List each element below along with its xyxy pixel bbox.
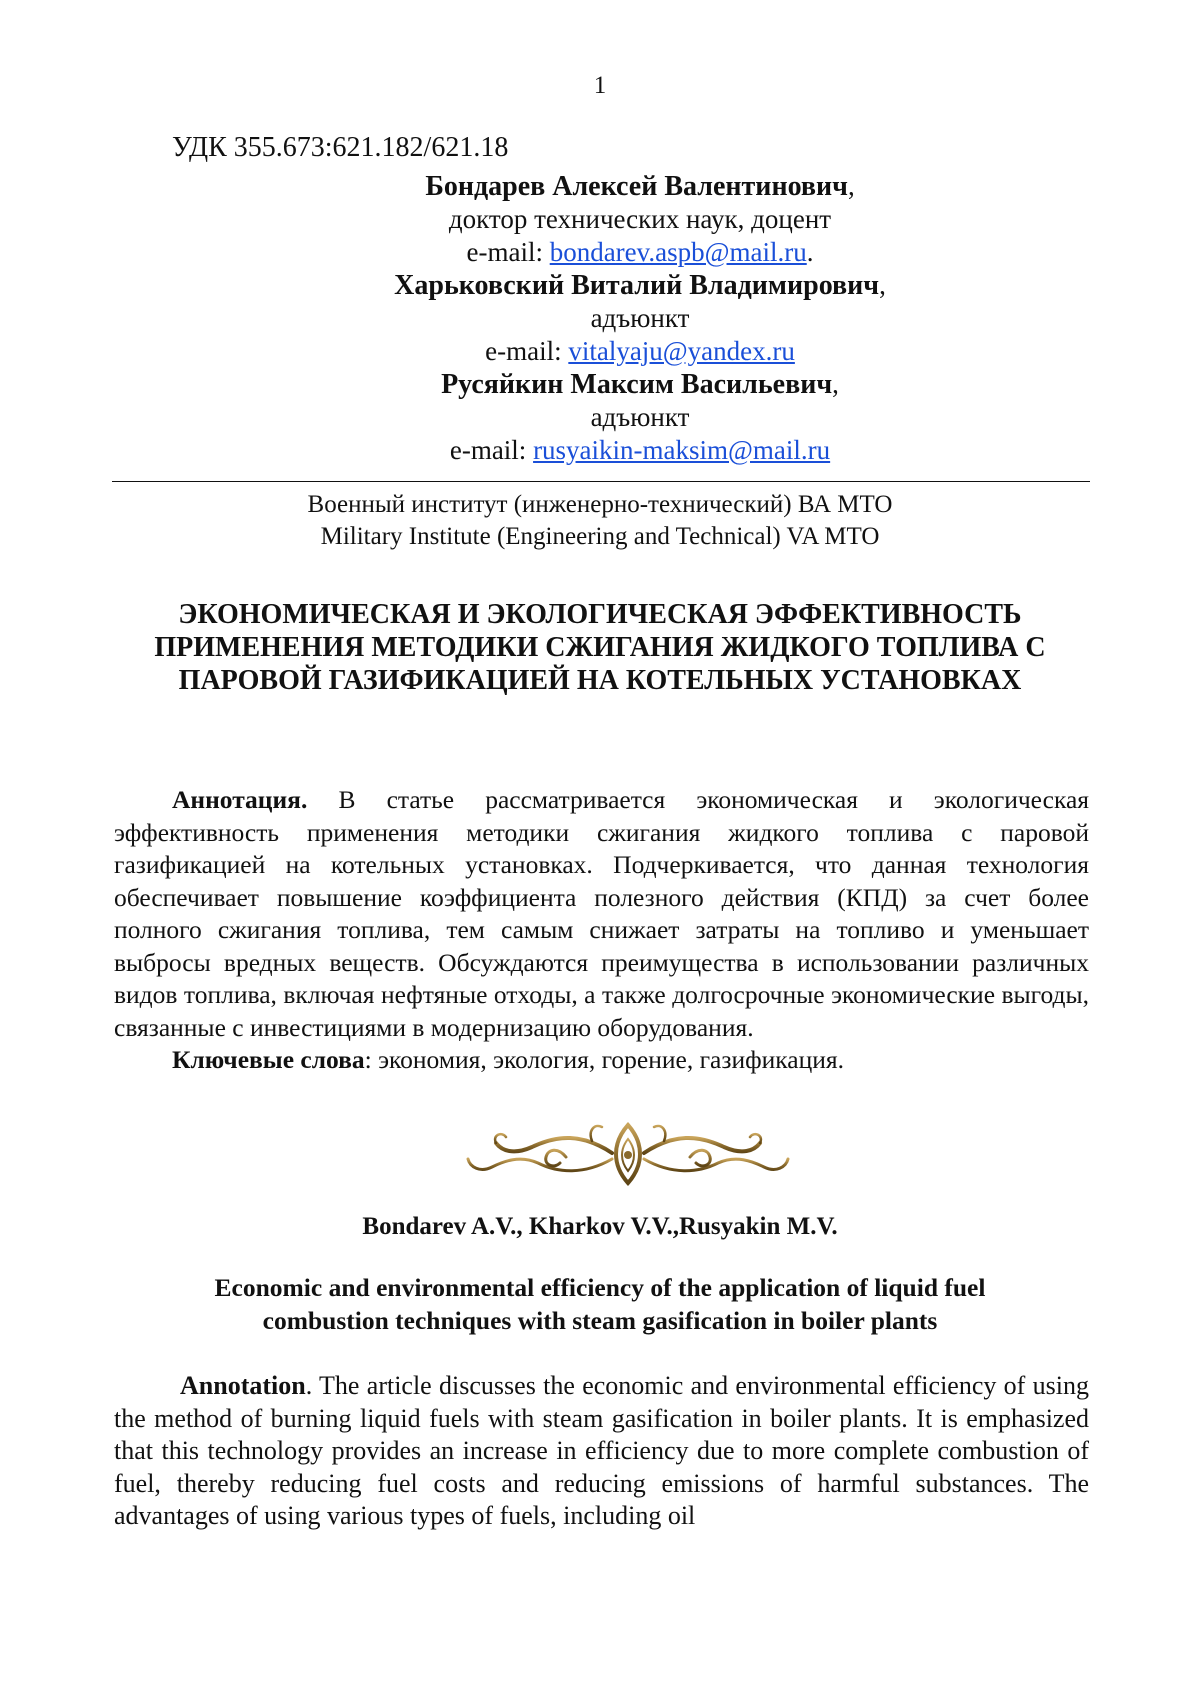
abstract-ru-text: В статье рассматривается экономическая и экологическая эффективность применения методики сжигания жидкого топлива с паровой газификацией на котельных установках. Подчеркивается, что данная технология обеспечивает повышение коэффициента полезного действия (КПД) за счет более полного сжигания топлива, тем самым снижает затраты на топливо и уменьшает выбросы вредных веществ. Обсуждаются преимущества в использовании различных видов топлива, включая нефтяные отходы, а также долгосрочные экономические выгоды, связанные с инвестициями в модернизацию оборудования.	[114, 785, 1089, 1042]
abstract-ru-label: Аннотация.	[172, 785, 308, 814]
author-1-name: Бондарев Алексей Валентинович	[425, 171, 848, 202]
affiliation-en: Military Institute (Engineering and Technical) VA MTO	[320, 523, 880, 550]
abstract-en	[114, 1370, 1089, 1533]
keywords-ru-paragraph	[114, 1044, 1089, 1077]
abstract-en-label: Annotation	[180, 1371, 306, 1400]
page-number: 1	[593, 72, 607, 99]
keywords-ru-text: : экономия, экология, горение, газификация.	[364, 1045, 844, 1074]
author-2-email-link[interactable]: vitalyaju@yandex.ru	[568, 336, 795, 366]
udk-code: УДК 355.673:621.182/621.18	[172, 132, 509, 163]
author-3-email-link[interactable]: rusyaikin-maksim@mail.ru	[533, 435, 831, 465]
author-3-name: Русяйкин Максим Васильевич	[441, 369, 833, 400]
author-3-email-line: e-mail: rusyaikin-maksim@mail.ru	[449, 435, 831, 465]
title-en-line-2: combustion techniques with steam gasification in boiler plants	[262, 1306, 938, 1335]
author-1-name-line: Бондарев Алексей Валентинович,	[425, 171, 855, 202]
abstract-ru	[114, 784, 1089, 1077]
author-3-name-line: Русяйкин Максим Васильевич,	[441, 369, 839, 400]
abstract-en-text: . The article discusses the economic and environmental efficiency of using the method of burning liquid fuels with steam gasification in boiler plants. It is emphasized that this technology provides an increase in efficiency due to more complete combustion of fuel, thereby reducing fuel costs and reducing emissions of harmful substances. The advantages of using various types of fuels, including oil	[114, 1371, 1089, 1530]
author-1-email-line: e-mail: bondarev.aspb@mail.ru.	[466, 237, 814, 267]
author-2-name: Харьковский Виталий Владимирович	[394, 270, 880, 301]
keywords-ru-label: Ключевые слова	[172, 1045, 365, 1074]
author-1-title: доктор технических наук, доцент	[448, 204, 832, 234]
decorative-flourish-icon	[462, 1113, 794, 1195]
author-2-name-line: Харьковский Виталий Владимирович,	[394, 270, 886, 301]
author-2-title: адъюнкт	[590, 303, 690, 333]
author-1-email-link[interactable]: bondarev.aspb@mail.ru	[549, 237, 807, 267]
affiliation-block	[0, 489, 1200, 553]
author-2-email-line: e-mail: vitalyaju@yandex.ru	[485, 336, 795, 366]
abstract-en-paragraph	[114, 1370, 1089, 1533]
authors-en: Bondarev A.V., Kharkov V.V.,Rusyakin M.V.	[362, 1213, 838, 1240]
author-3-title: адъюнкт	[590, 402, 690, 432]
author-block	[340, 170, 940, 467]
title-en-line-1: Economic and environmental efficiency of the application of liquid fuel	[214, 1273, 986, 1302]
article-title-ru: ЭКОНОМИЧЕСКАЯ И ЭКОЛОГИЧЕСКАЯ ЭФФЕКТИВНОСТЬ ПРИМЕНЕНИЯ МЕТОДИКИ СЖИГАНИЯ ЖИДКОГО ТОПЛИВА С ПАРОВОЙ ГАЗИФИКАЦИЕЙ НА КОТЕЛЬНЫХ УСТАНОВКАХ	[154, 599, 1046, 696]
abstract-ru-paragraph	[114, 784, 1089, 1044]
article-title-en	[150, 1271, 1050, 1337]
affiliation-ru: Военный институт (инженерно-технический) ВА МТО	[307, 491, 893, 518]
divider-line	[112, 481, 1090, 482]
